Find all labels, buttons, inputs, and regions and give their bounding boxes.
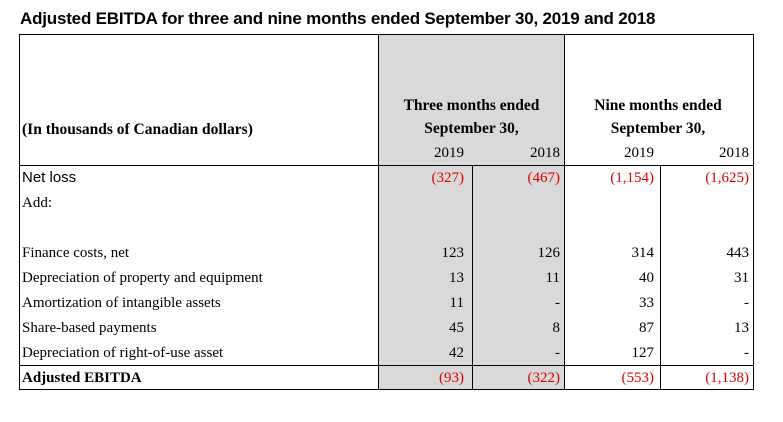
table-cell: 314: [631, 245, 654, 261]
page-title: Adjusted EBITDA for three and nine months ended September 30, 2019 and 2018: [20, 9, 656, 28]
table-cell: 42: [449, 345, 464, 361]
table-cell: 11: [545, 270, 560, 286]
table-cell: -: [744, 345, 749, 361]
table-cell: (327): [431, 170, 464, 186]
table-cell: (1,625): [705, 170, 749, 186]
col-divider-3m: [472, 165, 473, 365]
total-rule: [20, 365, 753, 366]
table-cell: 8: [552, 320, 560, 336]
ebitda-table: [19, 34, 754, 390]
year-header: 2018: [719, 145, 749, 161]
total-cell: (553): [621, 370, 654, 386]
row-label: Net loss: [22, 169, 77, 186]
table-cell: 87: [639, 320, 654, 336]
units-label: (In thousands of Canadian dollars): [22, 121, 253, 138]
table-cell: 123: [441, 245, 464, 261]
table-cell: 31: [734, 270, 749, 286]
table-cell: -: [555, 295, 560, 311]
table-cell: 13: [449, 270, 464, 286]
table-cell: 11: [449, 295, 464, 311]
total-cell: (1,138): [705, 370, 749, 386]
nine-months-header-line1: Nine months ended: [594, 97, 722, 114]
col-divider-3m-total: [472, 365, 473, 389]
year-header: 2019: [624, 145, 654, 161]
table-cell: 45: [449, 320, 464, 336]
row-label: Amortization of intangible assets: [22, 295, 221, 311]
total-cell: (322): [527, 370, 560, 386]
three-months-header-line1: Three months ended: [403, 97, 540, 114]
year-header: 2019: [434, 145, 464, 161]
table-cell: 13: [734, 320, 749, 336]
table-cell: 126: [537, 245, 560, 261]
table-cell: (1,154): [610, 170, 654, 186]
row-label: Share-based payments: [22, 320, 157, 336]
nine-months-header-line2: September 30,: [610, 120, 706, 137]
year-header: 2018: [530, 145, 560, 161]
table-cell: -: [555, 345, 560, 361]
three-months-header-line2: September 30,: [424, 120, 519, 137]
table-cell: 33: [639, 295, 654, 311]
row-label: Depreciation of property and equipment: [22, 270, 263, 286]
header-rule: [20, 165, 753, 166]
total-cell: (93): [439, 370, 464, 386]
col-divider-9m: [660, 165, 661, 365]
col-divider-9m-total: [660, 365, 661, 389]
row-label: Depreciation of right-of-use asset: [22, 345, 224, 361]
table-cell: -: [744, 295, 749, 311]
table-cell: 443: [726, 245, 749, 261]
table-cell: 127: [631, 345, 654, 361]
table-cell: 40: [639, 270, 654, 286]
table-cell: (467): [527, 170, 560, 186]
total-row-label: Adjusted EBITDA: [22, 370, 142, 386]
row-label: Finance costs, net: [22, 245, 130, 261]
row-label: Add:: [22, 195, 52, 211]
